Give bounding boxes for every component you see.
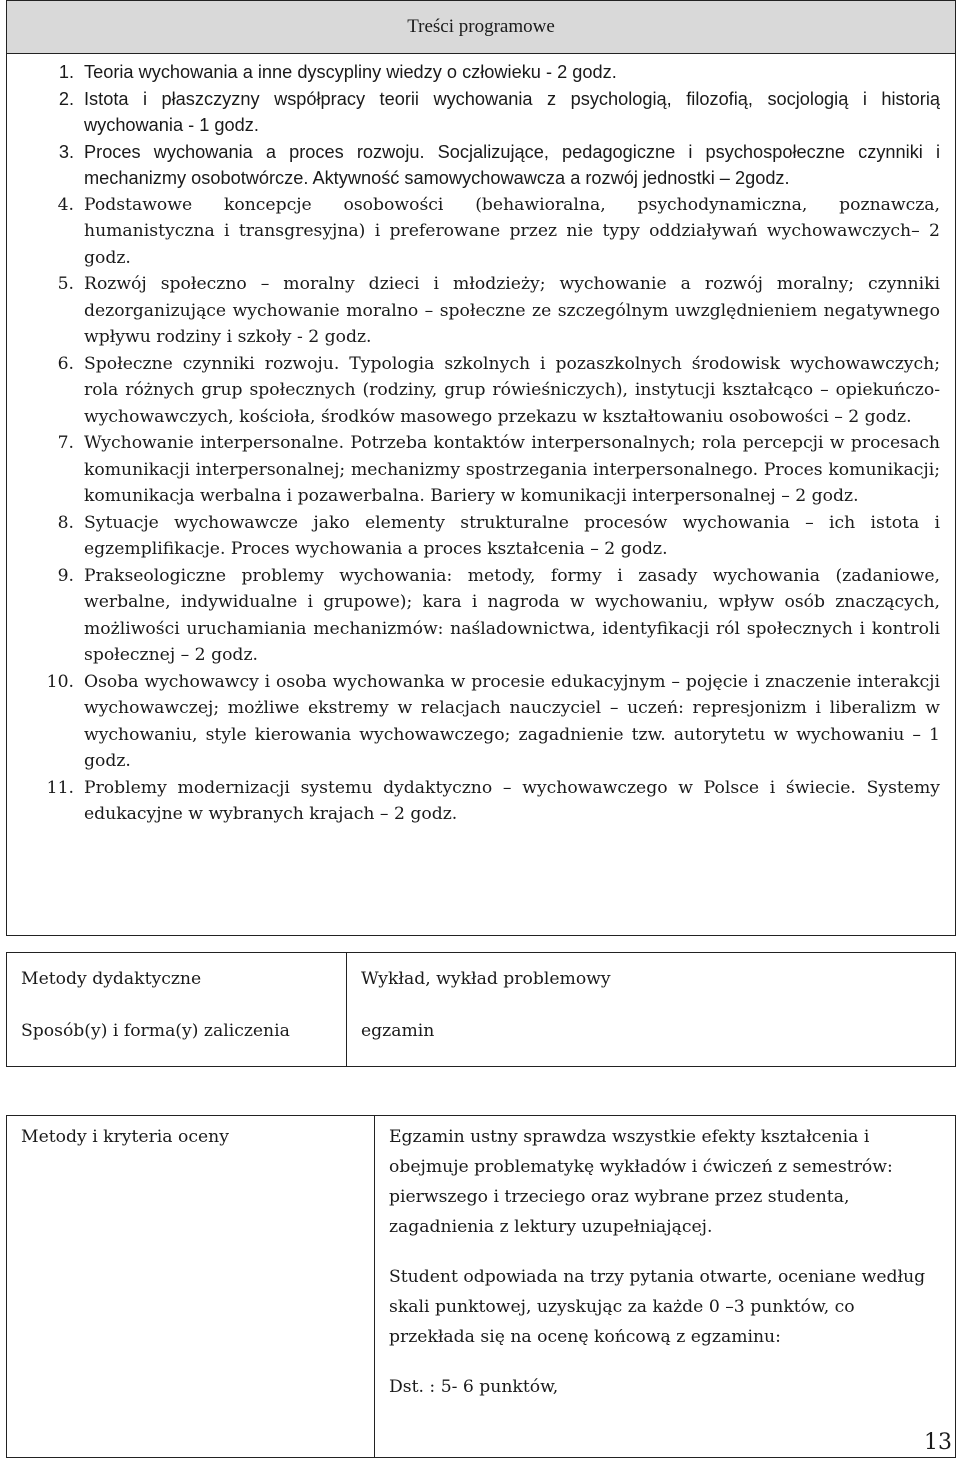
topic-text: Społeczne czynniki rozwoju. Typologia szkolnych i pozaszkolnych środowisk wychowawczych; rola różnych grup społecznych (rodziny, grup rówieśniczych), instytucji kształcąco – opiekuńczo- wychowawczych, kościoła, środków masowego przekazu w kształtowaniu osobowości – 2 godz. [84, 353, 940, 427]
topic-item [40, 669, 940, 775]
topic-list [40, 59, 940, 828]
assessment-value-cell [375, 1116, 956, 1458]
topic-number: 8. [57, 512, 74, 533]
assessment-label: Metody i kryteria oceny [21, 1127, 229, 1147]
topic-text: Problemy modernizacji systemu dydaktyczno – wychowawczego w Polsce i świecie. Systemy edukacyjne w wybranych krajach – 2 godz. [84, 777, 940, 824]
topic-item [40, 351, 940, 431]
topic-item [40, 775, 940, 828]
assessment-paragraph: Student odpowiada na trzy pytania otwarte, oceniane według skali punktowej, uzyskując za każde 0 –3 punktów, co przekłada się na ocenę końcową z egzaminu: [389, 1267, 926, 1347]
didactic-methods-value: Wykład, wykład problemowy [361, 969, 611, 989]
topic-text: Wychowanie interpersonalne. Potrzeba kontaktów interpersonalnych; rola percepcji w procesach komunikacji interpersonalnej; mechanizmy spostrzegania interpersonalnego. Proces komunikacji; komunikacja werbalna i pozawerbalna. Bariery w komunikacji interpersonalnej – 2 godz. [84, 433, 940, 506]
methods-table [6, 952, 956, 1067]
topic-number: 3. [58, 141, 74, 162]
didactic-methods-label: Metody dydaktyczne [21, 969, 202, 989]
topic-number: 10. [46, 671, 74, 692]
topic-text: Proces wychowania a proces rozwoju. Socjalizujące, pedagogiczne i psychospołeczne czynniki i mechanizmy osobotwórcze. Aktywność samowychowawcza a rozwój jednostki – 2godz. [84, 141, 940, 188]
topic-text: Sytuacje wychowawcze jako elementy strukturalne procesów wychowania – ich istota i egzemplifikacje. Proces wychowania a proces kształcenia – 2 godz. [84, 512, 940, 559]
topic-text: Podstawowe koncepcje osobowości (behawioralna, psychodynamiczna, poznawcza, humanistyczna i transgresyjna) i preferowane przez nie typy oddziaływań wychowawczych– 2 godz. [84, 194, 940, 268]
topic-item [40, 86, 940, 139]
topic-text: Istota i płaszczyzny współpracy teorii wychowania z psychologią, filozofią, socjologią i historią wychowania - 1 godz. [84, 88, 940, 135]
page-number: 13 [924, 1430, 952, 1455]
topic-item [40, 430, 940, 510]
topic-text: Rozwój społeczno – moralny dzieci i młodzieży; wychowanie a rozwój moralny; czynniki dezorganizujące wychowanie moralno – społeczne ze szczególnym uwzględnieniem negatywnego wpływu rodziny i szkoły - 2 godz. [84, 274, 940, 347]
section-header: Treści programowe [7, 0, 955, 54]
methods-values-cell [347, 953, 956, 1067]
assessment-label-cell [7, 1116, 375, 1458]
topic-item [40, 271, 940, 351]
methods-labels-cell [7, 953, 347, 1067]
topic-item [40, 563, 940, 669]
passing-form-value: egzamin [361, 1021, 435, 1041]
topic-text: Teoria wychowania a inne dyscypliny wiedzy o człowieku - 2 godz. [84, 62, 617, 82]
topic-number: 6. [57, 353, 74, 374]
topic-number: 4. [57, 194, 74, 215]
topic-item [40, 59, 940, 86]
topic-number: 7. [57, 433, 74, 453]
topic-text: Osoba wychowawcy i osoba wychowanka w procesie edukacyjnym – pojęcie i znaczenie interakcji wychowawczej; możliwe ekstremy w relacjach nauczyciel – uczeń: represjonizm i liberalizm w wychowaniu, style kierowania wychowawczego; zagadnienie tzw. autorytetu w wychowaniu – 1 godz. [84, 671, 940, 771]
topic-number: 9. [57, 565, 74, 586]
topic-text: Prakseologiczne problemy wychowania: metody, formy i zasady wychowania (zadaniowe, werbalne, indywidualne i grupowe); kara i nagroda w wychowaniu, wpływ osób znaczących, możliwości uruchamiania mechanizmów: naśladownictwa, identyfikacji ról społecznych i kontroli społecznej – 2 godz. [84, 565, 940, 665]
topic-number: 1. [58, 62, 74, 82]
topic-item [40, 192, 940, 272]
topic-number: 11. [46, 777, 74, 798]
topic-item [40, 510, 940, 563]
topic-number: 2. [58, 88, 74, 109]
assessment-paragraph: Dst. : 5- 6 punktów, [389, 1377, 559, 1397]
topic-item [40, 139, 940, 192]
assessment-table [6, 1115, 956, 1458]
passing-form-label: Sposób(y) i forma(y) zaliczenia [21, 1021, 290, 1041]
topic-number: 5. [57, 274, 74, 294]
assessment-paragraph: Egzamin ustny sprawdza wszystkie efekty kształcenia i obejmuje problematykę wykładów i ćwiczeń z semestrów: pierwszego i trzeciego oraz wybrane przez studenta, zagadnienia z lektury uzupełniającej. [389, 1127, 893, 1237]
